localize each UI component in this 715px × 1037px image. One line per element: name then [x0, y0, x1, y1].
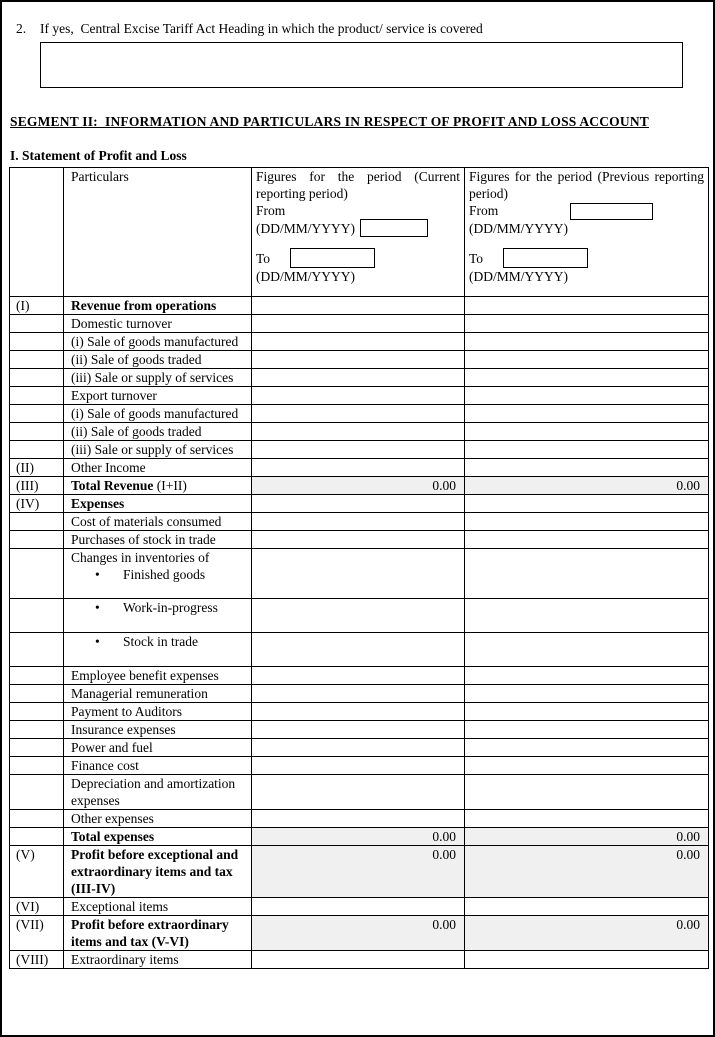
previous-value-cell[interactable] [465, 667, 709, 685]
previous-value-cell[interactable] [465, 495, 709, 513]
previous-to-format: (DD/MM/YYYY) [469, 269, 568, 284]
row-label: Extraordinary items [71, 952, 179, 967]
row-particulars [64, 916, 252, 951]
current-from-date-input[interactable] [360, 219, 428, 237]
row-particulars [64, 599, 252, 633]
table-row [10, 775, 709, 810]
row-label: (ii) Sale of goods traded [71, 424, 202, 439]
table-row [10, 513, 709, 531]
previous-value-cell[interactable] [465, 423, 709, 441]
current-value-cell[interactable] [252, 333, 465, 351]
row-label: Depreciation and amortization expenses [71, 776, 236, 808]
row-particulars [64, 667, 252, 685]
row-serial [10, 549, 64, 599]
current-value-cell[interactable] [252, 633, 465, 667]
current-value-cell[interactable] [252, 685, 465, 703]
current-value-cell[interactable] [252, 351, 465, 369]
previous-value-cell[interactable] [465, 351, 709, 369]
row-label: (i) Sale of goods manufactured [71, 334, 239, 349]
current-value-cell[interactable] [252, 369, 465, 387]
table-row [10, 846, 709, 898]
row-serial [10, 351, 64, 369]
previous-value-cell[interactable] [465, 633, 709, 667]
current-value-cell[interactable] [252, 721, 465, 739]
particulars-column-header: Particulars [64, 168, 252, 297]
bullet-item-label: Stock in trade [123, 634, 198, 649]
previous-value-cell[interactable] [465, 405, 709, 423]
row-label: (i) Sale of goods manufactured [71, 406, 239, 421]
row-label: Domestic turnover [71, 316, 172, 331]
previous-value-cell[interactable] [465, 513, 709, 531]
row-label: Finance cost [71, 758, 139, 773]
current-from-format: (DD/MM/YYYY) [256, 221, 355, 236]
bullet-icon: • [95, 634, 100, 649]
previous-value-cell[interactable] [465, 315, 709, 333]
row-intro-text: Changes in inventories of [71, 550, 210, 565]
previous-value-cell: 0.00 [465, 846, 709, 898]
current-to-label: To [256, 251, 271, 266]
table-row [10, 810, 709, 828]
previous-value-cell[interactable] [465, 739, 709, 757]
row-particulars [64, 297, 252, 315]
current-value-cell: 0.00 [252, 916, 465, 951]
current-value-cell[interactable] [252, 775, 465, 810]
current-value-cell: 0.00 [252, 828, 465, 846]
row-particulars [64, 685, 252, 703]
table-row [10, 531, 709, 549]
current-value-cell[interactable] [252, 703, 465, 721]
previous-value-cell[interactable] [465, 685, 709, 703]
table-row [10, 387, 709, 405]
row-serial [10, 775, 64, 810]
table-row [10, 739, 709, 757]
previous-value-cell: 0.00 [465, 828, 709, 846]
table-row [10, 828, 709, 846]
table-row [10, 633, 709, 667]
current-value-cell[interactable] [252, 531, 465, 549]
table-row [10, 369, 709, 387]
row-serial: (VIII) [10, 951, 64, 969]
previous-value-cell[interactable] [465, 898, 709, 916]
statement-heading: I. Statement of Profit and Loss [10, 148, 187, 163]
row-label: Revenue from operations [71, 298, 217, 313]
current-value-cell[interactable] [252, 387, 465, 405]
row-label: Profit before exceptional and extraordinary items and tax (III-IV) [71, 847, 239, 896]
bullet-item-label: Work-in-progress [123, 600, 218, 615]
row-serial [10, 369, 64, 387]
row-particulars [64, 531, 252, 549]
row-serial: (VII) [10, 916, 64, 951]
row-serial [10, 757, 64, 775]
row-label: Employee benefit expenses [71, 668, 219, 683]
previous-value-cell[interactable] [465, 951, 709, 969]
previous-from-label: From [469, 203, 499, 218]
bullet-icon: • [95, 567, 100, 582]
table-row [10, 667, 709, 685]
previous-value-cell[interactable] [465, 459, 709, 477]
previous-value-cell[interactable] [465, 333, 709, 351]
row-serial [10, 441, 64, 459]
table-row [10, 441, 709, 459]
row-label: Payment to Auditors [71, 704, 182, 719]
current-value-cell[interactable] [252, 898, 465, 916]
row-serial [10, 405, 64, 423]
table-row [10, 549, 709, 599]
previous-value-cell[interactable] [465, 531, 709, 549]
serial-column-header [10, 168, 64, 297]
row-serial [10, 315, 64, 333]
table-row [10, 721, 709, 739]
question-number: 2. [16, 21, 27, 36]
previous-to-label: To [469, 251, 484, 266]
row-serial [10, 423, 64, 441]
row-serial [10, 703, 64, 721]
current-value-cell: 0.00 [252, 477, 465, 495]
current-period-column-header [252, 168, 465, 297]
row-label: (iii) Sale or supply of services [71, 442, 234, 457]
row-label: Managerial remuneration [71, 686, 208, 701]
row-particulars [64, 441, 252, 459]
row-label: (iii) Sale or supply of services [71, 370, 234, 385]
row-label: Total Revenue [71, 478, 154, 493]
question-text: If yes, Central Excise Tariff Act Heading in which the product/ service is covered [40, 21, 483, 36]
table-row [10, 405, 709, 423]
row-particulars [64, 351, 252, 369]
row-particulars [64, 846, 252, 898]
current-period-title: Figures for the period (Current reporting period) [256, 169, 460, 201]
row-label: (ii) Sale of goods traded [71, 352, 202, 367]
current-value-cell[interactable] [252, 297, 465, 315]
pnl-table-body [10, 297, 709, 969]
segment-ii-heading: SEGMENT II: INFORMATION AND PARTICULARS IN RESPECT OF PROFIT AND LOSS ACCOUNT [10, 114, 649, 129]
table-row [10, 703, 709, 721]
row-label-suffix: (I+II) [153, 478, 187, 493]
row-serial [10, 513, 64, 531]
previous-value-cell[interactable] [465, 721, 709, 739]
bullet-icon: • [95, 600, 100, 615]
previous-value-cell[interactable] [465, 441, 709, 459]
previous-value-cell[interactable] [465, 549, 709, 599]
row-serial [10, 333, 64, 351]
table-row [10, 898, 709, 916]
row-particulars [64, 315, 252, 333]
previous-value-cell[interactable] [465, 599, 709, 633]
row-particulars [64, 477, 252, 495]
table-row [10, 315, 709, 333]
current-value-cell[interactable] [252, 667, 465, 685]
row-serial [10, 685, 64, 703]
current-value-cell[interactable] [252, 423, 465, 441]
table-row [10, 459, 709, 477]
row-particulars [64, 459, 252, 477]
current-value-cell[interactable] [252, 757, 465, 775]
row-label: Cost of materials consumed [71, 514, 222, 529]
row-particulars [64, 549, 252, 599]
row-label: Total expenses [71, 829, 155, 844]
row-particulars [64, 513, 252, 531]
current-value-cell[interactable] [252, 599, 465, 633]
row-particulars [64, 387, 252, 405]
row-particulars [64, 898, 252, 916]
row-serial [10, 387, 64, 405]
row-serial: (II) [10, 459, 64, 477]
row-label: Expenses [71, 496, 125, 511]
current-value-cell[interactable] [252, 459, 465, 477]
row-serial [10, 828, 64, 846]
previous-to-date-input[interactable] [503, 248, 588, 268]
row-particulars [64, 775, 252, 810]
row-particulars [64, 703, 252, 721]
row-particulars [64, 757, 252, 775]
row-label: Purchases of stock in trade [71, 532, 216, 547]
previous-value-cell[interactable] [465, 810, 709, 828]
row-serial [10, 721, 64, 739]
row-particulars [64, 369, 252, 387]
table-row [10, 351, 709, 369]
previous-from-format: (DD/MM/YYYY) [469, 221, 568, 236]
table-row [10, 423, 709, 441]
current-value-cell[interactable] [252, 810, 465, 828]
current-value-cell[interactable] [252, 739, 465, 757]
previous-period-column-header [465, 168, 709, 297]
current-value-cell[interactable] [252, 441, 465, 459]
row-label: Exceptional items [71, 899, 169, 914]
row-serial [10, 633, 64, 667]
row-particulars [64, 495, 252, 513]
current-to-date-input[interactable] [290, 248, 375, 268]
tariff-heading-input[interactable] [40, 42, 683, 88]
table-row [10, 757, 709, 775]
previous-value-cell[interactable] [465, 369, 709, 387]
current-to-format: (DD/MM/YYYY) [256, 269, 355, 284]
bullet-item-label: Finished goods [123, 567, 206, 582]
previous-value-cell[interactable] [465, 757, 709, 775]
current-value-cell[interactable] [252, 315, 465, 333]
row-label: Other expenses [71, 811, 154, 826]
current-value-cell[interactable] [252, 549, 465, 599]
previous-value-cell[interactable] [465, 703, 709, 721]
row-serial: (VI) [10, 898, 64, 916]
table-row [10, 599, 709, 633]
row-serial [10, 810, 64, 828]
table-row [10, 495, 709, 513]
previous-period-title: Figures for the period (Previous reporting period) [469, 169, 704, 201]
table-row [10, 477, 709, 495]
table-row [10, 685, 709, 703]
row-particulars [64, 721, 252, 739]
row-label: Export turnover [71, 388, 157, 403]
table-header-row [10, 168, 709, 297]
row-label: Other Income [71, 460, 146, 475]
current-from-label: From [256, 203, 286, 218]
table-row [10, 297, 709, 315]
table-row [10, 951, 709, 969]
profit-and-loss-table [9, 167, 709, 969]
current-value-cell[interactable] [252, 513, 465, 531]
row-particulars [64, 828, 252, 846]
current-value-cell[interactable] [252, 951, 465, 969]
row-particulars [64, 951, 252, 969]
previous-value-cell: 0.00 [465, 477, 709, 495]
previous-value-cell[interactable] [465, 775, 709, 810]
row-serial [10, 531, 64, 549]
row-label: Insurance expenses [71, 722, 176, 737]
row-serial: (V) [10, 846, 64, 898]
row-particulars [64, 423, 252, 441]
row-serial [10, 599, 64, 633]
row-particulars [64, 810, 252, 828]
current-value-cell[interactable] [252, 495, 465, 513]
previous-value-cell[interactable] [465, 297, 709, 315]
row-particulars [64, 739, 252, 757]
row-serial: (III) [10, 477, 64, 495]
row-label: Profit before extraordinary items and tax (V-VI) [71, 917, 229, 949]
row-particulars [64, 405, 252, 423]
previous-value-cell: 0.00 [465, 916, 709, 951]
current-value-cell[interactable] [252, 405, 465, 423]
row-serial: (I) [10, 297, 64, 315]
question-2 [16, 20, 706, 37]
previous-from-date-input[interactable] [570, 203, 653, 220]
row-serial [10, 667, 64, 685]
table-row [10, 333, 709, 351]
row-particulars [64, 333, 252, 351]
row-serial [10, 739, 64, 757]
previous-value-cell[interactable] [465, 387, 709, 405]
table-row [10, 916, 709, 951]
row-serial: (IV) [10, 495, 64, 513]
row-label: Power and fuel [71, 740, 153, 755]
current-value-cell: 0.00 [252, 846, 465, 898]
row-particulars [64, 633, 252, 667]
